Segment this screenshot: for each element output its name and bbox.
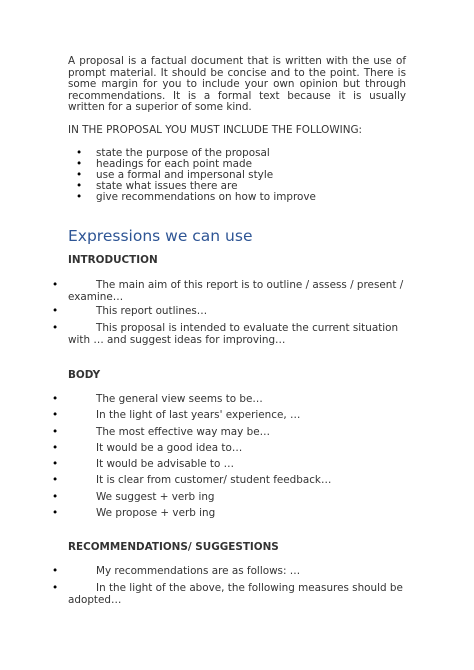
bullet-icon: • xyxy=(76,147,83,159)
list-item-text: headings for each point made xyxy=(96,158,252,170)
bullet-icon: • xyxy=(76,180,83,192)
intro-paragraph: A proposal is a factual document that is written with the use of prompt material. It should be concise and to the point. There is some margin for you to include your own opinion but through recommendations. It is a formal text because it is usually written for a superior of some kind. xyxy=(68,55,406,113)
body-list xyxy=(52,394,406,524)
list-item-text: This report outlines… xyxy=(96,305,208,317)
introduction-list xyxy=(52,280,406,346)
list-item xyxy=(52,410,406,426)
list-item-text: give recommendations on how to improve xyxy=(96,191,316,203)
list-item-text: We propose + verb ing xyxy=(96,507,216,520)
include-list xyxy=(76,148,316,203)
list-item-text: The most effective way may be… xyxy=(96,425,270,438)
list-item xyxy=(52,280,406,303)
list-item-text: In the light of the above, the following measures should be adopted… xyxy=(68,582,403,606)
bullet-icon: • xyxy=(76,158,83,170)
bullet-icon: • xyxy=(52,409,59,422)
list-item-text: It would be advisable to … xyxy=(96,458,235,471)
bullet-icon: • xyxy=(52,322,59,334)
include-heading: IN THE PROPOSAL YOU MUST INCLUDE THE FOLLOWING: xyxy=(68,124,363,136)
recommendations-list xyxy=(52,566,406,606)
bullet-icon: • xyxy=(52,393,59,405)
introduction-heading: INTRODUCTION xyxy=(68,254,158,266)
list-item xyxy=(52,492,406,508)
bullet-icon: • xyxy=(52,441,59,454)
list-item-text: state what issues there are xyxy=(96,180,238,192)
bullet-icon: • xyxy=(52,279,59,291)
list-item-text: use a formal and impersonal style xyxy=(96,169,274,181)
bullet-icon: • xyxy=(52,305,59,317)
section-title: Expressions we can use xyxy=(68,227,253,245)
bullet-icon: • xyxy=(52,507,59,520)
list-item xyxy=(52,306,406,323)
list-item xyxy=(76,192,316,203)
recommendations-heading: RECOMMENDATIONS/ SUGGESTIONS xyxy=(68,541,279,553)
list-item xyxy=(52,427,406,443)
list-item-text: It would be a good idea to… xyxy=(96,441,243,454)
bullet-icon: • xyxy=(52,565,59,577)
bullet-icon: • xyxy=(52,425,59,438)
list-item xyxy=(52,566,406,583)
body-heading: BODY xyxy=(68,369,101,381)
list-item xyxy=(52,443,406,459)
list-item-text: In the light of last years' experience, … xyxy=(96,409,301,422)
list-item xyxy=(52,583,406,606)
bullet-icon: • xyxy=(52,490,59,503)
list-item-text: The general view seems to be… xyxy=(96,393,263,405)
list-item xyxy=(52,323,406,346)
list-item xyxy=(52,459,406,475)
list-item-text: This proposal is intended to evaluate the current situation with … and suggest ideas for improving… xyxy=(68,322,399,346)
bullet-icon: • xyxy=(76,191,83,203)
bullet-icon: • xyxy=(76,169,83,181)
bullet-icon: • xyxy=(52,474,59,487)
list-item-text: It is clear from customer/ student feedback… xyxy=(96,474,332,487)
list-item-text: We suggest + verb ing xyxy=(96,490,215,503)
list-item xyxy=(52,475,406,491)
list-item xyxy=(52,394,406,410)
bullet-icon: • xyxy=(52,458,59,471)
list-item-text: The main aim of this report is to outline / assess / present / examine… xyxy=(68,279,404,303)
list-item-text: state the purpose of the proposal xyxy=(96,147,270,159)
list-item-text: My recommendations are as follows: … xyxy=(96,565,301,577)
bullet-icon: • xyxy=(52,582,59,594)
list-item xyxy=(52,508,406,524)
